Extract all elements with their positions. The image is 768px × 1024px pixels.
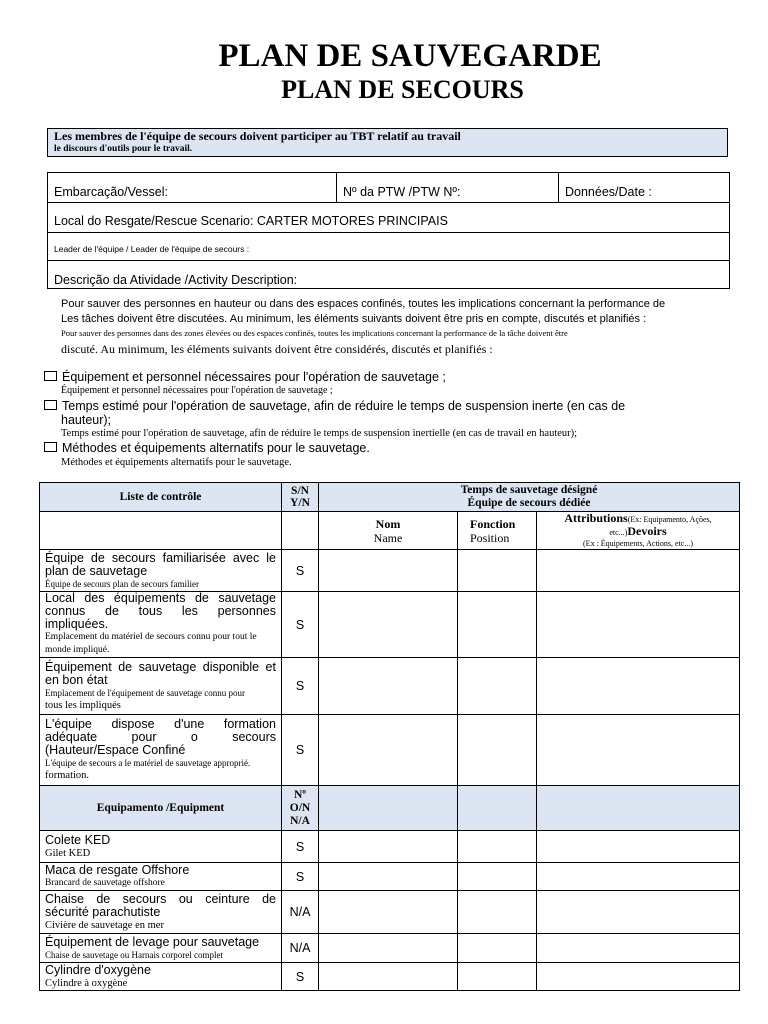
checklist-cell: Équipe de secours familiarisée avec le plan de sauvetage Équipe de secours plan de secours familier	[40, 550, 282, 592]
equipment-header: Equipamento /Equipment	[40, 786, 282, 831]
checkbox-icon[interactable]	[44, 371, 57, 381]
info-row-vessel	[48, 173, 729, 203]
name-cell[interactable]	[319, 550, 458, 592]
equipment-cell: Cylindre d'oxygène Cylindre à oxygène	[40, 963, 282, 991]
activity-field[interactable]: Descrição da Atividade /Activity Description:	[54, 273, 298, 287]
intro-line-1: Pour sauver des personnes en hauteur ou dans des espaces confinés, toutes les implications concernant la performance de	[61, 298, 666, 310]
empty-cell	[319, 786, 458, 831]
equipment-cell: Chaise de secours ou ceinture de sécurité parachutiste Civière de sauvetage en mer	[40, 891, 282, 934]
document-subtitle: PLAN DE SECOURS	[281, 75, 524, 104]
duties-cell[interactable]	[537, 831, 740, 863]
table-row	[40, 963, 740, 991]
checklist-item-methods: Méthodes et équipements alternatifs pour le sauvetage.	[44, 441, 370, 455]
checklist-cell: Équipement de sauvetage disponible et en bon état Emplacement de l'équipement de sauvetage connu pour tous les impliqués	[40, 658, 282, 715]
equipment-cell: Colete KED Gilet KED	[40, 831, 282, 863]
equipment-value[interactable]: S	[282, 831, 319, 863]
duties-cell[interactable]	[537, 863, 740, 891]
position-cell[interactable]	[458, 934, 537, 963]
checkbox-icon[interactable]	[44, 400, 57, 410]
name-cell[interactable]	[319, 831, 458, 863]
checklist-cell: L'équipe dispose d'une formation adéquate pour o secours (Hauteur/Espace Confiné L'équipe de secours a le matériel de sauvetage approprié. formation.	[40, 715, 282, 786]
info-row-activity	[48, 261, 729, 289]
name-cell[interactable]	[319, 863, 458, 891]
scenario-field[interactable]: Local do Resgate/Rescue Scenario: CARTER MOTORES PRINCIPAIS	[54, 214, 448, 228]
empty-cell	[458, 786, 537, 831]
position-cell[interactable]	[458, 863, 537, 891]
info-row-leader	[48, 233, 729, 261]
name-cell[interactable]	[319, 658, 458, 715]
table-row	[40, 658, 740, 715]
table-row	[40, 550, 740, 592]
equipment-value[interactable]: N/A	[282, 934, 319, 963]
position-cell[interactable]	[458, 891, 537, 934]
info-row-scenario	[48, 203, 729, 233]
checklist-table	[39, 482, 740, 991]
sn-value[interactable]: S	[282, 715, 319, 786]
checklist-cell: Local des équipements de sauvetage connus de tous les personnes impliquées. Emplacement du matériel de secours connu pour tout le monde impliqué.	[40, 592, 282, 658]
table-subheader-row	[40, 512, 740, 550]
duties-cell[interactable]	[537, 550, 740, 592]
empty-cell	[40, 512, 282, 550]
table-row	[40, 934, 740, 963]
team-header: Temps de sauvetage désigné Équipe de secours dédiée	[319, 483, 740, 512]
checklist-item-methods-sub: Méthodes et équipements alternatifs pour le sauvetage.	[61, 457, 292, 468]
banner-line-1: Les membres de l'équipe de secours doivent participer au TBT relatif au travail	[54, 129, 461, 143]
equipment-cell: Maca de resgate Offshore Brancard de sauvetage offshore	[40, 863, 282, 891]
checklist-item-time: Temps estimé pour l'opération de sauvetage, afin de réduire le temps de suspension inerte (en cas de	[44, 399, 734, 413]
date-field[interactable]: Données/Date :	[558, 173, 729, 202]
checklist-item-time-cont: hauteur);	[61, 413, 112, 427]
name-header: Nom Name	[319, 512, 458, 550]
empty-cell	[537, 786, 740, 831]
position-header: Fonction Position	[458, 512, 537, 550]
sn-value[interactable]: S	[282, 592, 319, 658]
document-title: PLAN DE SAUVEGARDE	[218, 38, 602, 74]
position-cell[interactable]	[458, 831, 537, 863]
position-cell[interactable]	[458, 715, 537, 786]
duties-cell[interactable]	[537, 934, 740, 963]
sn-value[interactable]: S	[282, 550, 319, 592]
checklist-item-equipment-sub: Équipement et personnel nécessaires pour l'opération de sauvetage ;	[61, 385, 333, 396]
sn-value[interactable]: S	[282, 658, 319, 715]
duties-cell[interactable]	[537, 963, 740, 991]
name-cell[interactable]	[319, 592, 458, 658]
table-row	[40, 891, 740, 934]
table-row	[40, 715, 740, 786]
equipment-value[interactable]: S	[282, 963, 319, 991]
checklist-header: Liste de contrôle	[40, 483, 282, 512]
equipment-value[interactable]: S	[282, 863, 319, 891]
intro-line-2: Les tâches doivent être discutées. Au minimum, les éléments suivants doivent être pris en compte, discutés et planifiés :	[61, 313, 647, 325]
sn-header: S/N Y/N	[282, 483, 319, 512]
checkbox-icon[interactable]	[44, 442, 57, 452]
table-row	[40, 863, 740, 891]
duties-header: Attributions(Ex: Equipamento, Ações, etc...)Devoirs (Ex : Équipements, Actions, etc...)	[537, 512, 740, 550]
equipment-cell: Équipement de levage pour sauvetage Chaise de sauvetage ou Harnais corporel complet	[40, 934, 282, 963]
checklist-item-equipment: Équipement et personnel nécessaires pour l'opération de sauvetage ;	[44, 370, 446, 384]
equipment-value[interactable]: N/A	[282, 891, 319, 934]
tbt-banner	[47, 128, 728, 157]
duties-cell[interactable]	[537, 592, 740, 658]
info-box	[47, 172, 730, 289]
checklist-item-time-sub: Temps estimé pour l'opération de sauvetage, afin de réduire le temps de suspension inertielle (en cas de travail en hauteur);	[61, 428, 578, 439]
table-header-row	[40, 483, 740, 512]
empty-cell	[282, 512, 319, 550]
position-cell[interactable]	[458, 963, 537, 991]
table-row	[40, 592, 740, 658]
ptw-field[interactable]: Nº da PTW /PTW Nº:	[336, 173, 558, 202]
position-cell[interactable]	[458, 592, 537, 658]
equipment-on-header: Nº O/N N/A	[282, 786, 319, 831]
equipment-header-row	[40, 786, 740, 831]
duties-cell[interactable]	[537, 658, 740, 715]
intro-line-3: Pour sauver des personnes dans des zones élevées ou des espaces confinés, toutes les implications concernant la performance de la tâche doivent être	[61, 328, 568, 338]
name-cell[interactable]	[319, 934, 458, 963]
name-cell[interactable]	[319, 715, 458, 786]
duties-cell[interactable]	[537, 891, 740, 934]
banner-line-2: le discours d'outils pour le travail.	[54, 144, 193, 154]
position-cell[interactable]	[458, 550, 537, 592]
name-cell[interactable]	[319, 963, 458, 991]
duties-cell[interactable]	[537, 715, 740, 786]
leader-field[interactable]: Leader de l'équipe / Leader de l'équipe de secours :	[54, 244, 250, 254]
name-cell[interactable]	[319, 891, 458, 934]
position-cell[interactable]	[458, 658, 537, 715]
table-row	[40, 831, 740, 863]
intro-line-4: discuté. Au minimum, les éléments suivants doivent être considérés, discutés et planifiés :	[61, 342, 493, 356]
vessel-field[interactable]: Embarcação/Vessel:	[54, 185, 168, 199]
